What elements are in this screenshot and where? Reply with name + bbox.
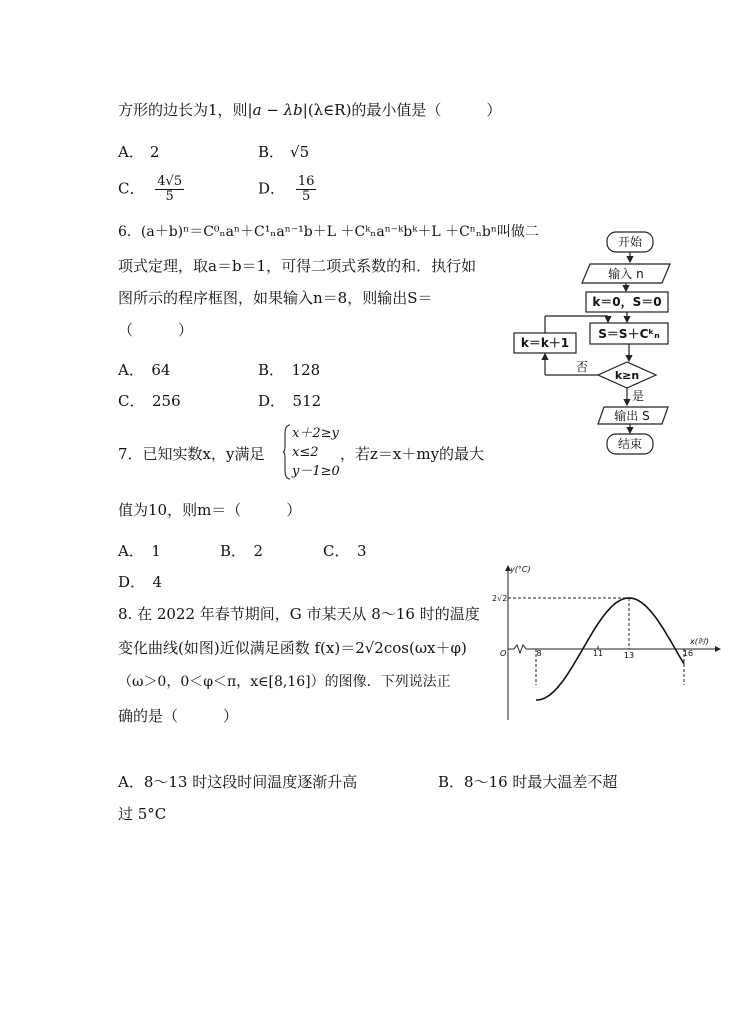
- graph-axis-break: [514, 645, 526, 653]
- q7-line-2: 值为10，则m＝（ ）: [118, 501, 302, 519]
- q5-option-c-numerator: 4√5: [157, 174, 183, 189]
- q8-temperature-graph: [492, 560, 723, 725]
- q5-option-d-denominator: 5: [301, 189, 311, 204]
- q6-line-1: 6．(a＋b)ⁿ＝C⁰ₙaⁿ＋C¹ₙaⁿ⁻¹b＋L ＋Cᵏₙaⁿ⁻ᵏbᵏ＋L ＋Cⁿₙbⁿ叫做二: [118, 224, 539, 240]
- q8-option-b: B．8～16 时最大温差不超: [438, 773, 618, 791]
- q5-tail: 的最小值是（ ）: [351, 101, 502, 119]
- graph-origin-label: O: [500, 649, 507, 658]
- flow-end-label: 结束: [617, 437, 643, 451]
- graph-max-label: 2√2: [492, 594, 508, 603]
- q6-line-2: 项式定理，取a＝b＝1，可得二项式系数的和．执行如: [118, 257, 477, 275]
- q5-stem: [118, 100, 501, 120]
- q7-prefix: 7．已知实数x，y满足: [118, 445, 265, 463]
- flow-increment-label: k＝k＋1: [520, 336, 570, 350]
- q7-suffix: ，若z＝x＋my的最大: [340, 445, 485, 463]
- q5-option-c-letter: C．: [118, 179, 145, 198]
- flow-update-label: S＝S＋Cᵏₙ: [598, 327, 660, 341]
- q5-option-a-letter: A．: [118, 143, 144, 161]
- q5-option-c-fraction: [155, 175, 184, 204]
- q7-system: [292, 424, 340, 481]
- q6-option-b: B． 128: [258, 361, 321, 379]
- q6-line-3: 图所示的程序框图，如果输入n＝8，则输出S＝: [118, 289, 433, 307]
- q5-option-c: [118, 175, 184, 204]
- q5-option-b-letter: B．: [258, 143, 285, 161]
- q6-option-a: A． 64: [118, 361, 171, 379]
- q5-option-d-fraction: [296, 175, 317, 204]
- q7-option-d: D． 4: [118, 573, 163, 591]
- graph-tick-8: 8: [536, 649, 542, 658]
- q5-expression: |a − λb|: [247, 101, 308, 119]
- q7-constraint-2: x≤2: [292, 445, 319, 460]
- q6-option-d: D． 512: [258, 392, 322, 410]
- q8-line-1: 8. 在 2022 年春节期间，G 市某天从 8～16 时的温度: [118, 605, 480, 623]
- q7-option-c: C． 3: [323, 542, 367, 560]
- flow-yes-label: 是: [631, 389, 645, 403]
- q5-option-a: [118, 142, 159, 162]
- q8-line-3: （ω＞0，0＜φ＜π，x∈[8,16]）的图像．下列说法正: [118, 674, 451, 690]
- q7-constraint-3: y－1≥0: [292, 464, 340, 479]
- q5-condition: (λ∈R): [307, 101, 352, 119]
- q8-option-a: A．8～13 时这段时间温度逐渐升高: [118, 773, 358, 791]
- graph-tick-11: 11: [592, 649, 604, 658]
- flow-start-label: 开始: [617, 235, 643, 249]
- q6-flowchart: [510, 228, 680, 463]
- flow-output-label: 输出 S: [614, 409, 650, 423]
- q5-stem-text: 方形的边长为1，则: [118, 101, 248, 119]
- graph-y-label: y(°C): [510, 565, 531, 574]
- q5-option-d: [258, 175, 316, 204]
- q7-system-brace: [283, 424, 291, 480]
- q7-option-b: B． 2: [220, 542, 264, 560]
- q6-line-4: （ ）: [118, 321, 194, 339]
- flow-no-label: 否: [575, 360, 589, 374]
- q5-option-a-value: 2: [149, 143, 160, 161]
- q5-option-d-numerator: 16: [297, 174, 315, 189]
- q5-option-d-letter: D．: [258, 179, 286, 198]
- q7-constraint-1: x＋2≥y: [292, 426, 339, 441]
- graph-x-label: x(时): [690, 637, 709, 646]
- flow-input-label: 输入 n: [608, 267, 644, 281]
- q5-option-c-denominator: 5: [165, 189, 174, 204]
- q6-option-c: C． 256: [118, 392, 181, 410]
- q8-option-b-continued: 过 5°C: [118, 805, 167, 823]
- q8-line-2: 变化曲线(如图)近似满足函数 f(x)＝2√2cos(ωx＋φ): [118, 639, 467, 657]
- q5-option-b-value: √5: [290, 143, 310, 161]
- flow-init-label: k＝0，S＝0: [592, 295, 662, 309]
- graph-tick-13: 13: [623, 651, 635, 660]
- graph-tick-16: 16: [682, 649, 694, 658]
- q8-line-4: 确的是（ ）: [118, 707, 239, 725]
- q7-option-a: A． 1: [118, 542, 161, 560]
- flow-decision-label: k≥n: [614, 369, 640, 382]
- q5-option-b: [258, 142, 309, 162]
